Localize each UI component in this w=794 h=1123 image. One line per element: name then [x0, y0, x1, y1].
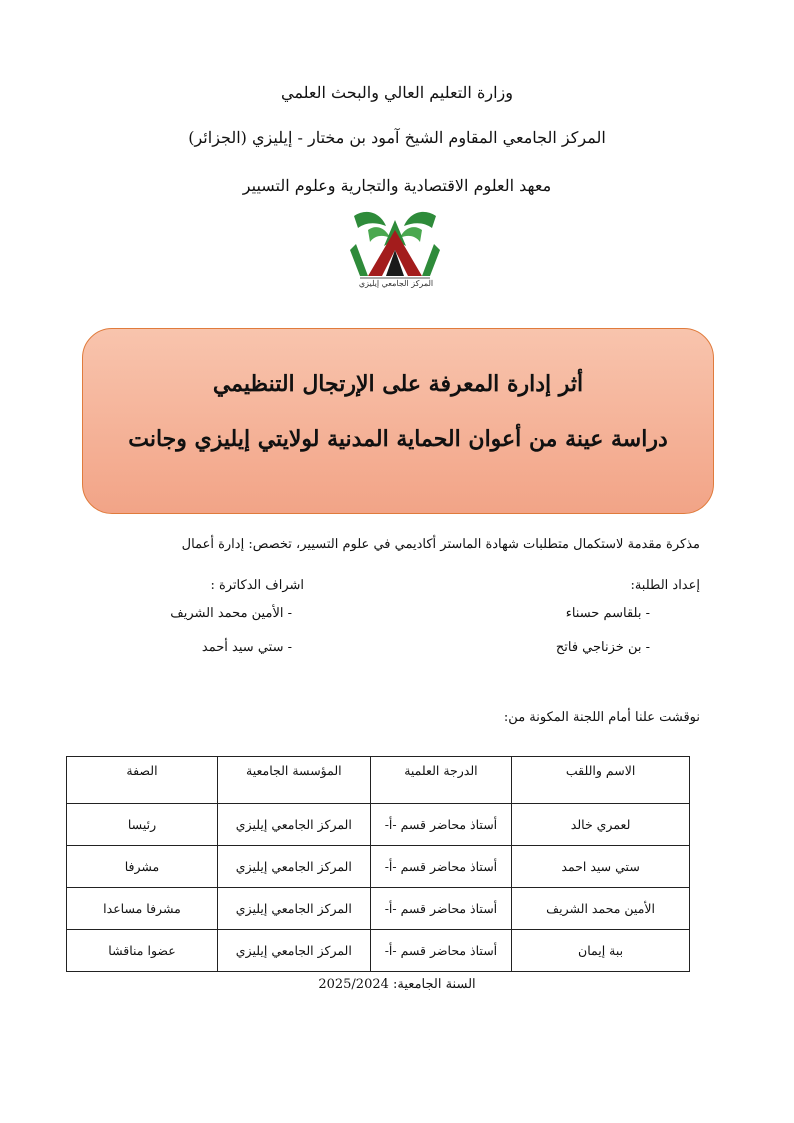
member-institution: المركز الجامعي إيليزي	[217, 930, 370, 972]
supervisor-name: - الأمين محمد الشريف	[170, 606, 292, 621]
supervisor-name: - ستي سيد أحمد	[201, 640, 292, 655]
memo-text: مذكرة مقدمة لاستكمال متطلبات شهادة الماستر أكاديمي في علوم التسيير، تخصص: إدارة أعمال	[181, 537, 700, 552]
member-rank: أستاذ محاضر قسم -أ-	[370, 804, 512, 846]
member-role: مشرفا مساعدا	[67, 888, 218, 930]
member-rank: أستاذ محاضر قسم -أ-	[370, 930, 512, 972]
thesis-subtitle: دراسة عينة من أعوان الحماية المدنية لولايتي إيليزي وجانت	[128, 426, 668, 452]
academic-year: السنة الجامعية: 2025/2024	[318, 977, 476, 992]
thesis-title: أثر إدارة المعرفة على الإرتجال التنظيمي	[212, 371, 584, 397]
ministry-name: وزارة التعليم العالي والبحث العلمي	[281, 83, 513, 102]
committee-table	[66, 756, 690, 972]
institute-name: معهد العلوم الاقتصادية والتجارية وعلوم التسيير	[242, 176, 552, 195]
committee-intro: نوقشت علنا أمام اللجنة المكونة من:	[503, 710, 700, 725]
university-name: المركز الجامعي المقاوم الشيخ آمود بن مختار - إيليزي (الجزائر)	[188, 128, 606, 147]
member-name: لعمري خالد	[512, 804, 690, 846]
table-header-row	[67, 757, 690, 804]
supervisors-label: اشراف الدكاترة :	[210, 578, 304, 593]
header-rank: الدرجة العلمية	[370, 757, 512, 804]
member-role: عضوا مناقشا	[67, 930, 218, 972]
member-name: ستي سيد احمد	[512, 846, 690, 888]
member-institution: المركز الجامعي إيليزي	[217, 846, 370, 888]
member-role: رئيسا	[67, 804, 218, 846]
table-row	[67, 846, 690, 888]
member-institution: المركز الجامعي إيليزي	[217, 888, 370, 930]
header-role: الصفة	[67, 757, 218, 804]
title-box	[82, 328, 714, 514]
header-name: الاسم واللقب	[512, 757, 690, 804]
member-name: ببة إيمان	[512, 930, 690, 972]
student-name: - بن خزناجي فاتح	[555, 640, 650, 655]
table-row	[67, 930, 690, 972]
table-row	[67, 804, 690, 846]
member-institution: المركز الجامعي إيليزي	[217, 804, 370, 846]
students-label: إعداد الطلبة:	[630, 578, 700, 593]
member-rank: أستاذ محاضر قسم -أ-	[370, 846, 512, 888]
member-rank: أستاذ محاضر قسم -أ-	[370, 888, 512, 930]
logo-caption: المركز الجامعي إيليزي	[358, 279, 434, 288]
student-name: - بلقاسم حسناء	[565, 606, 650, 621]
member-name: الأمين محمد الشريف	[512, 888, 690, 930]
header-institution: المؤسسة الجامعية	[217, 757, 370, 804]
member-role: مشرفا	[67, 846, 218, 888]
table-row	[67, 888, 690, 930]
